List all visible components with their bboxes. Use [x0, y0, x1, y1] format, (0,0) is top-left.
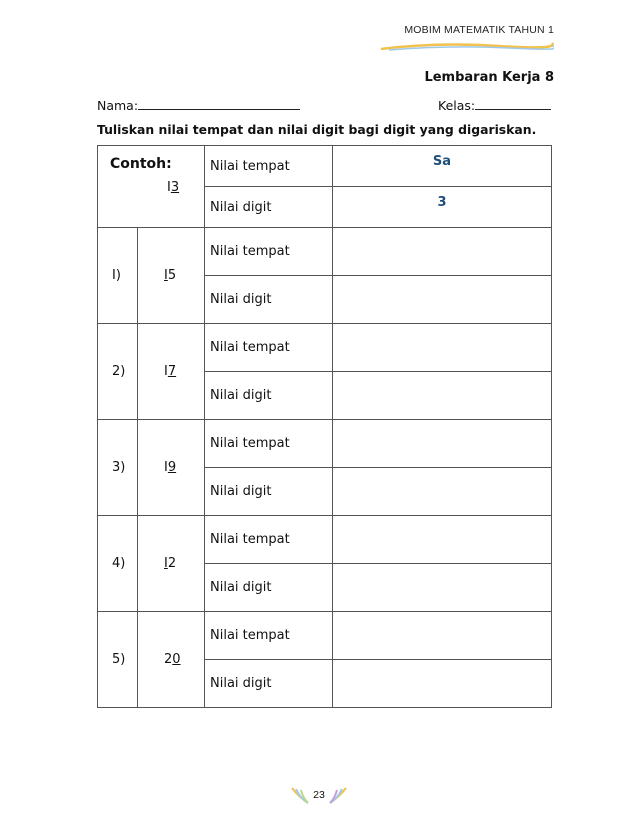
- example-digit-answer: 3: [333, 187, 552, 228]
- question-number: 20: [138, 612, 205, 708]
- question-number: I5: [138, 228, 205, 324]
- example-title: Contoh:: [110, 156, 172, 172]
- header-swoosh-decoration: [379, 40, 554, 52]
- question-index: 3): [98, 420, 138, 516]
- digit-answer-blank[interactable]: [333, 468, 552, 516]
- rainbow-left-icon: [288, 786, 310, 804]
- underlined-digit: 7: [167, 364, 177, 379]
- digit-label: Nilai digit: [205, 372, 333, 420]
- place-answer-blank[interactable]: [333, 228, 552, 276]
- class-field: [438, 97, 551, 113]
- place-answer-blank[interactable]: [333, 612, 552, 660]
- digit-answer-blank[interactable]: [333, 372, 552, 420]
- underlined-digit: 3: [170, 180, 180, 195]
- question-row-place: [98, 324, 552, 372]
- instruction-text: Tuliskan nilai tempat dan nilai digit bagi digit yang digariskan.: [97, 122, 537, 137]
- name-blank-line[interactable]: [138, 97, 300, 110]
- digit-label: Nilai digit: [205, 187, 333, 228]
- question-number: I9: [138, 420, 205, 516]
- question-row-place: [98, 516, 552, 564]
- underlined-digit: I: [164, 556, 168, 571]
- example-row-place: [98, 146, 552, 187]
- underlined-digit: 9: [167, 460, 177, 475]
- underlined-digit: I: [164, 268, 168, 283]
- question-index: I): [98, 228, 138, 324]
- question-number: I7: [138, 324, 205, 420]
- name-label: Nama:: [97, 98, 139, 113]
- digit-answer-blank[interactable]: [333, 276, 552, 324]
- place-answer-blank[interactable]: [333, 516, 552, 564]
- digit-label: Nilai digit: [205, 468, 333, 516]
- rainbow-right-icon: [328, 786, 350, 804]
- digit-answer-blank[interactable]: [333, 564, 552, 612]
- digit-label: Nilai digit: [205, 276, 333, 324]
- place-label: Nilai tempat: [205, 612, 333, 660]
- place-label: Nilai tempat: [205, 228, 333, 276]
- digit-answer-blank[interactable]: [333, 660, 552, 708]
- place-label: Nilai tempat: [205, 146, 333, 187]
- question-index: 4): [98, 516, 138, 612]
- question-index: 5): [98, 612, 138, 708]
- example-place-answer: Sa: [333, 146, 552, 187]
- question-row-place: [98, 228, 552, 276]
- name-field: [97, 97, 300, 113]
- header-title: MOBIM MATEMATIK TAHUN 1: [404, 24, 554, 36]
- page-number: 23: [313, 788, 325, 801]
- question-row-place: [98, 612, 552, 660]
- question-number: I2: [138, 516, 205, 612]
- question-index: 2): [98, 324, 138, 420]
- place-label: Nilai tempat: [205, 420, 333, 468]
- place-label: Nilai tempat: [205, 516, 333, 564]
- digit-label: Nilai digit: [205, 564, 333, 612]
- worksheet-title: Lembaran Kerja 8: [424, 70, 554, 85]
- page-footer: [0, 786, 638, 804]
- place-answer-blank[interactable]: [333, 324, 552, 372]
- class-label: Kelas:: [438, 98, 476, 113]
- question-row-place: [98, 420, 552, 468]
- class-blank-line[interactable]: [475, 97, 551, 110]
- example-cell: [98, 146, 205, 228]
- place-value-table: [97, 145, 552, 708]
- place-label: Nilai tempat: [205, 324, 333, 372]
- digit-label: Nilai digit: [205, 660, 333, 708]
- underlined-digit: 0: [172, 652, 181, 667]
- example-number: I3: [167, 180, 180, 195]
- place-answer-blank[interactable]: [333, 420, 552, 468]
